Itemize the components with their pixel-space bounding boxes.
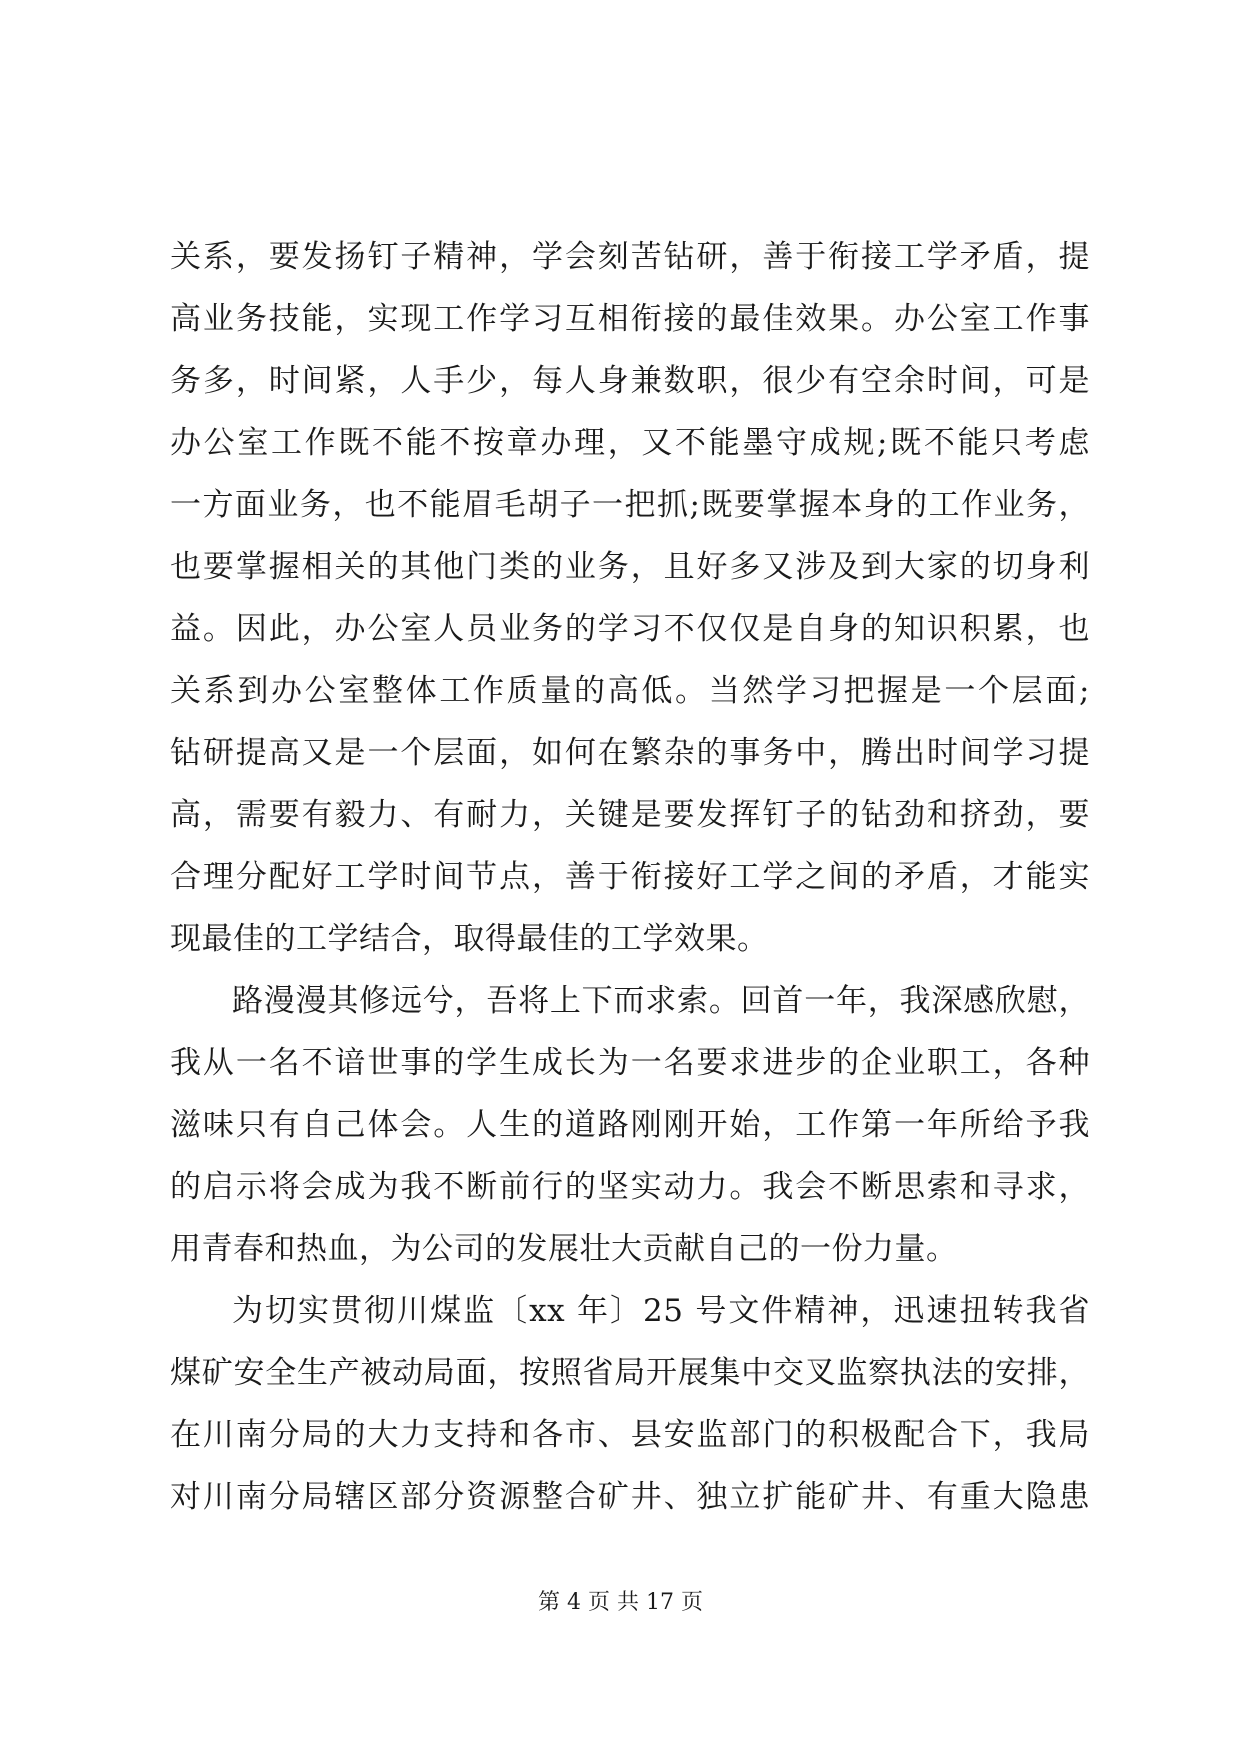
paragraph-first-line: 为切实贯彻川煤监〔xx 年〕25 号文件精神，迅速扭转我省 — [232, 1293, 1090, 1329]
page-footer: 第 4 页 共 17 页 — [538, 1590, 703, 1615]
text-line: 现最佳的工学结合，取得最佳的工学效果。 — [170, 921, 769, 957]
text-line: 办公室工作既不能不按章办理，又不能墨守成规;既不能只考虑 — [170, 425, 1090, 461]
text-line: 的启示将会成为我不断前行的坚实动力。我会不断思索和寻求， — [170, 1169, 1090, 1205]
text-line: 务多，时间紧，人手少，每人身兼数职，很少有空余时间，可是 — [170, 363, 1090, 399]
text-line: 高，需要有毅力、有耐力，关键是要发挥钉子的钻劲和挤劲，要 — [170, 797, 1090, 833]
text-line: 钻研提高又是一个层面，如何在繁杂的事务中，腾出时间学习提 — [170, 735, 1090, 771]
text-line: 也要掌握相关的其他门类的业务，且好多又涉及到大家的切身利 — [170, 549, 1090, 585]
document-body — [170, 226, 1090, 1528]
text-line: 滋味只有自己体会。人生的道路刚刚开始，工作第一年所给予我 — [170, 1107, 1090, 1143]
text-line: 用青春和热血，为公司的发展壮大贡献自己的一份力量。 — [170, 1231, 958, 1267]
text-line: 一方面业务，也不能眉毛胡子一把抓;既要掌握本身的工作业务， — [170, 487, 1090, 523]
text-line: 我从一名不谙世事的学生成长为一名要求进步的企业职工，各种 — [170, 1045, 1090, 1081]
text-line: 关系到办公室整体工作质量的高低。当然学习把握是一个层面; — [170, 673, 1090, 709]
text-line: 在川南分局的大力支持和各市、县安监部门的积极配合下，我局 — [170, 1417, 1090, 1453]
text-line: 合理分配好工学时间节点，善于衔接好工学之间的矛盾，才能实 — [170, 859, 1090, 895]
text-line: 煤矿安全生产被动局面，按照省局开展集中交叉监察执法的安排， — [170, 1355, 1090, 1391]
text-line: 对川南分局辖区部分资源整合矿井、独立扩能矿井、有重大隐患 — [170, 1479, 1090, 1515]
paragraph-first-line: 路漫漫其修远兮，吾将上下而求索。回首一年，我深感欣慰， — [232, 983, 1090, 1019]
text-line: 关系，要发扬钉子精神，学会刻苦钻研，善于衔接工学矛盾，提 — [170, 239, 1090, 275]
text-line: 益。因此，办公室人员业务的学习不仅仅是自身的知识积累，也 — [170, 611, 1090, 647]
text-line: 高业务技能，实现工作学习互相衔接的最佳效果。办公室工作事 — [170, 301, 1090, 337]
